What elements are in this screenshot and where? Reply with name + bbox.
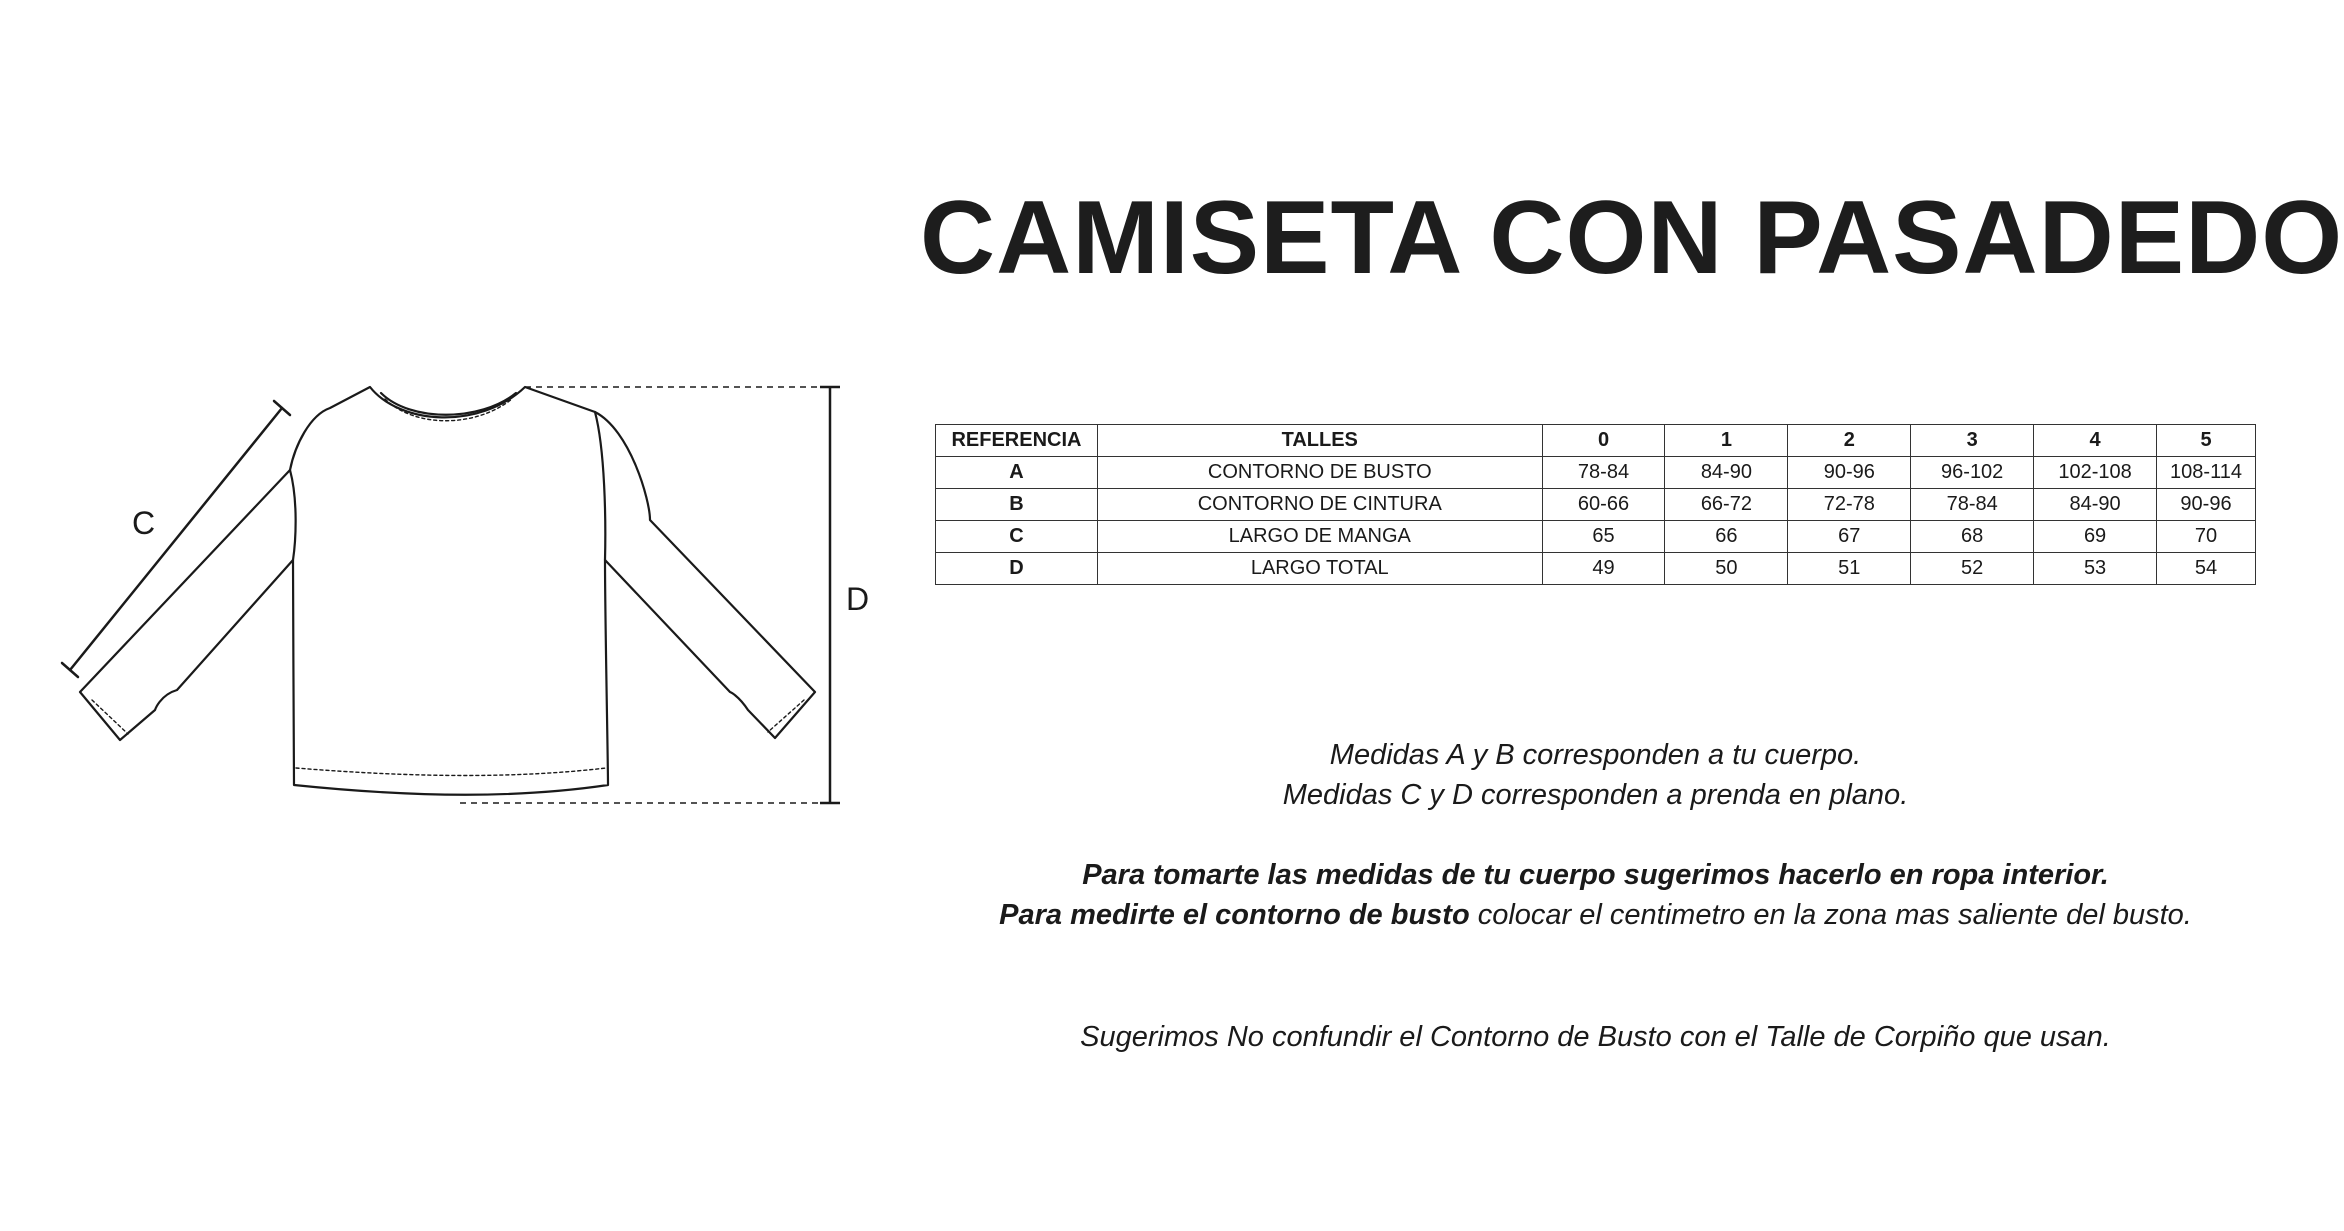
row-value: 68 <box>1911 521 2034 553</box>
table-row <box>936 457 2256 489</box>
row-value: 51 <box>1788 553 1911 585</box>
note-line-1: Medidas A y B corresponden a tu cuerpo. <box>1329 739 1862 771</box>
row-value: 78-84 <box>1542 457 1665 489</box>
row-talle: CONTORNO DE CINTURA <box>1097 489 1542 521</box>
row-value: 90-96 <box>1788 457 1911 489</box>
table-row <box>936 521 2256 553</box>
row-value: 65 <box>1542 521 1665 553</box>
row-value: 69 <box>2034 521 2157 553</box>
header-size-4: 4 <box>2034 425 2157 457</box>
note-line-4-rest: colocar el centimetro en la zona mas saliente del busto. <box>1469 899 2192 931</box>
row-value: 60-66 <box>1542 489 1665 521</box>
table-row <box>936 489 2256 521</box>
dimension-d-label: D <box>846 581 870 617</box>
row-value: 108-114 <box>2157 457 2256 489</box>
row-value: 70 <box>2157 521 2256 553</box>
hem-stitch <box>296 768 606 776</box>
row-ref: D <box>936 553 1098 585</box>
row-value: 84-90 <box>1665 457 1788 489</box>
row-value: 54 <box>2157 553 2256 585</box>
note-line-4 <box>935 895 2256 935</box>
row-talle: LARGO TOTAL <box>1097 553 1542 585</box>
table-header-row <box>936 425 2256 457</box>
tshirt-diagram <box>40 370 890 830</box>
row-value: 84-90 <box>2034 489 2157 521</box>
row-ref: C <box>936 521 1098 553</box>
table-row <box>936 553 2256 585</box>
header-size-0: 0 <box>1542 425 1665 457</box>
left-sleeve-seam <box>290 470 296 560</box>
row-value: 90-96 <box>2157 489 2256 521</box>
page-title: CAMISETA CON PASADEDO <box>920 180 2344 296</box>
row-ref: B <box>936 489 1098 521</box>
note-line-5: Sugerimos No confundir el Contorno de Busto con el Talle de Corpiño que usan. <box>1080 1021 2111 1053</box>
row-talle: LARGO DE MANGA <box>1097 521 1542 553</box>
dimension-d <box>460 387 840 803</box>
row-value: 66-72 <box>1665 489 1788 521</box>
header-referencia: REFERENCIA <box>936 425 1098 457</box>
row-value: 53 <box>2034 553 2157 585</box>
note-line-3: Para tomarte las medidas de tu cuerpo sugerimos hacerlo en ropa interior. <box>1082 859 2109 891</box>
row-value: 49 <box>1542 553 1665 585</box>
row-value: 67 <box>1788 521 1911 553</box>
row-value: 72-78 <box>1788 489 1911 521</box>
dimension-c <box>62 401 290 677</box>
row-value: 52 <box>1911 553 2034 585</box>
note-line-2: Medidas C y D corresponden a prenda en plano. <box>1282 779 1909 811</box>
row-ref: A <box>936 457 1098 489</box>
row-value: 96-102 <box>1911 457 2034 489</box>
right-sleeve-seam <box>595 412 605 560</box>
measurement-notes <box>935 735 2256 815</box>
warning-note <box>935 1017 2256 1057</box>
size-table <box>935 424 2256 585</box>
garment-outline <box>80 387 815 795</box>
header-size-2: 2 <box>1788 425 1911 457</box>
row-talle: CONTORNO DE BUSTO <box>1097 457 1542 489</box>
header-size-5: 5 <box>2157 425 2256 457</box>
neckline-inner <box>381 393 516 415</box>
dimension-c-label: C <box>132 505 156 541</box>
note-line-4-bold: Para medirte el contorno de busto <box>999 899 1470 931</box>
row-value: 66 <box>1665 521 1788 553</box>
right-cuff-stitch <box>768 700 804 732</box>
row-value: 78-84 <box>1911 489 2034 521</box>
header-talles: TALLES <box>1097 425 1542 457</box>
header-size-1: 1 <box>1665 425 1788 457</box>
measuring-instructions <box>935 855 2256 935</box>
row-value: 102-108 <box>2034 457 2157 489</box>
header-size-3: 3 <box>1911 425 2034 457</box>
row-value: 50 <box>1665 553 1788 585</box>
